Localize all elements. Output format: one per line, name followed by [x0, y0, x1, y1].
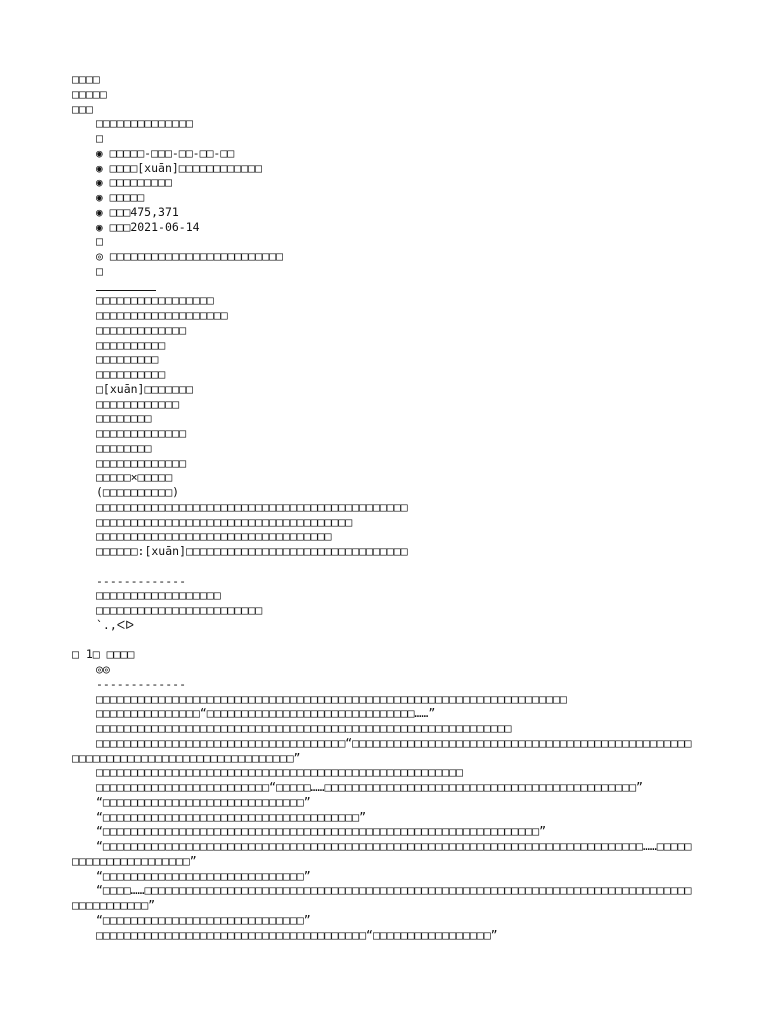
separator-line: -------------	[96, 573, 187, 588]
chapter-section	[72, 647, 694, 942]
toc-item[interactable]: □□□□□□□□□□	[96, 367, 166, 381]
info-item	[72, 175, 694, 190]
spacer	[72, 633, 694, 648]
toc-item[interactable]: □□□□□□:[xuān]□□□□□□□□□□□□□□□□□□□□□□□□□□□□□□□□	[96, 544, 408, 558]
info-item-text: □□□□□□□□□	[109, 175, 172, 190]
toc-item[interactable]: □□□□□×□□□□□	[96, 470, 173, 485]
info-item	[72, 190, 694, 205]
horizontal-rule	[72, 279, 694, 294]
toc-item[interactable]: □□□□□□□□□□□□□	[96, 322, 187, 337]
info-item	[72, 161, 694, 176]
document-page	[72, 72, 694, 942]
toc-item[interactable]: □[xuān]□□□□□□□	[96, 381, 193, 396]
chapter-paragraph: □□□□□□□□□□□□□□□□□□□□□□□□□□□□□□□□□□□□“□□□□□□□□□□□□□□□□□□□□□□□□□□□□□□□□□□□□□□□□□□□□□□□□□□□□□□□□□□□□□□□□□□□□□□□□□□□□□□□□□”	[72, 735, 692, 765]
chapter-paragraph: □□□□□□□□□□□□□□□□□□□□□□□□□□□□□□□□□□□□□□□□□□□□□□□□□□□□□□□□□□□□□□□□□□□□	[96, 691, 567, 706]
toc-item[interactable]: □□□□□□□□□□□□□	[96, 455, 187, 470]
toc-item[interactable]: (□□□□□□□□□□)	[96, 485, 180, 499]
chapter-paragraph: □□□□□□□□□□□□□□□□□□□□□□□□□“□□□□□……□□□□□□□□□□□□□□□□□□□□□□□□□□□□□□□□□□□□□□□□□□□□□”	[96, 780, 643, 794]
toc-item[interactable]: □□□□□□□□□□□□□□□□□□□□□□□□□□□□□□□□□□□□□□□□□□□□□	[96, 499, 408, 514]
info-item	[72, 146, 694, 161]
info-summary: □□□□□□□□□□□□□□	[96, 116, 193, 131]
bullet-icon: ◉	[96, 176, 103, 190]
chapter-paragraph: “□□□□□□□□□□□□□□□□□□□□□□□□□□□□□□□□□□□□□”	[96, 809, 367, 824]
info-note-text: □□□□□□□□□□□□□□□□□□□□□□□□□	[109, 249, 283, 263]
chapter-paragraph: “□□□□□□□□□□□□□□□□□□□□□□□□□□□□□□□□□□□□□□□□□□□□□□□□□□□□□□□□□□□□□□□□□□□□□□□□□□□□□□……□□□□□□□□□□□□□□□□□□□□□□”	[72, 839, 692, 868]
toc-item[interactable]: □□□□□□□□□□	[96, 337, 166, 352]
info-blank-1: □	[96, 131, 103, 145]
note-icon: ◎	[96, 249, 103, 263]
toc-item[interactable]: □□□□□□□□□□□□□□□□□□□	[96, 308, 228, 322]
meta-line-2: □□□□□	[72, 86, 107, 101]
chapter-paragraph: □□□□□□□□□□□□□□□□□□□□□□□□□□□□□□□□□□□□□□□□□□□□□□□□□□□□□□□□□□□□	[96, 721, 512, 735]
chapter-paragraph: □□□□□□□□□□□□□□□□□□□□□□□□□□□□□□□□□□□□□□□□□□□□□□□□□□□□□	[96, 765, 463, 780]
spacer	[72, 559, 694, 574]
meta-line-1: □□□□	[72, 72, 100, 86]
chapter-paragraph: □□□□□□□□□□□□□□□“□□□□□□□□□□□□□□□□□□□□□□□□□□□□□□……”	[96, 706, 436, 721]
bullet-icon: ◉	[96, 220, 103, 234]
toc-item[interactable]: □□□□□□□□□	[96, 352, 159, 367]
info-item	[72, 205, 694, 220]
info-blank-3: □	[96, 263, 103, 278]
post-separator-symbols: `.,ᐸᐅ	[96, 617, 134, 632]
bullet-icon: ◉	[96, 191, 103, 204]
chapter-paragraph: “□□□□□□□□□□□□□□□□□□□□□□□□□□□□□”	[96, 868, 311, 883]
chapter-paragraph: “□□□□……□□□□□□□□□□□□□□□□□□□□□□□□□□□□□□□□□□□□□□□□□□□□□□□□□□□□□□□□□□□□□□□□□□□□□□□□□□□□□□□□□□□□□□□□□□”	[72, 883, 692, 912]
info-note	[72, 249, 694, 264]
chapter-paragraph: □□□□□□□□□□□□□□□□□□□□□□□□□□□□□□□□□□□□□□□“□□□□□□□□□□□□□□□□□”	[96, 927, 498, 942]
info-item-text: □□□□□-□□□-□□-□□-□□	[109, 145, 235, 160]
chapter-paragraph: “□□□□□□□□□□□□□□□□□□□□□□□□□□□□□□□□□□□□□□□□□□□□□□□□□□□□□□□□□□□□□□□”	[96, 824, 547, 839]
chapter-mark: ◎◎	[96, 662, 110, 676]
chapter-paragraph: “□□□□□□□□□□□□□□□□□□□□□□□□□□□□□”	[96, 794, 311, 809]
chapter-paragraph: “□□□□□□□□□□□□□□□□□□□□□□□□□□□□□”	[96, 912, 311, 927]
chapter-separator: -------------	[96, 676, 187, 691]
bullet-icon: ◉	[96, 161, 103, 175]
table-of-contents	[72, 293, 694, 559]
post-separator-line: □□□□□□□□□□□□□□□□□□	[96, 588, 221, 603]
bullet-icon: ◉	[96, 146, 103, 160]
info-item-text: □□□□[xuān]□□□□□□□□□□□□	[109, 160, 262, 175]
chapter-heading: □ 1□ □□□□	[72, 647, 135, 662]
info-item	[72, 220, 694, 235]
info-item-text: □□□□□	[109, 190, 145, 204]
toc-item[interactable]: □□□□□□□□	[96, 411, 152, 426]
post-separator-line: □□□□□□□□□□□□□□□□□□□□□□□□	[96, 603, 263, 617]
meta-line-3: □□□	[72, 101, 93, 116]
chapter-body	[72, 692, 694, 943]
info-blank-2: □	[96, 234, 103, 249]
toc-item[interactable]: □□□□□□□□□□□□	[96, 396, 180, 411]
info-item-text: □□□475,371	[109, 204, 179, 219]
toc-item[interactable]: □□□□□□□□□□□□□□□□□□□□□□□□□□□□□□□□□□□□□	[96, 514, 353, 529]
toc-item[interactable]: □□□□□□□□	[96, 440, 152, 455]
toc-item[interactable]: □□□□□□□□□□□□□	[96, 426, 187, 440]
toc-item[interactable]: □□□□□□□□□□□□□□□□□□□□□□□□□□□□□□□□□□	[96, 529, 332, 544]
info-list	[72, 146, 694, 235]
info-item-text: □□□2021-06-14	[109, 219, 200, 234]
toc-item[interactable]: □□□□□□□□□□□□□□□□□	[96, 293, 214, 308]
bullet-icon: ◉	[96, 205, 103, 219]
